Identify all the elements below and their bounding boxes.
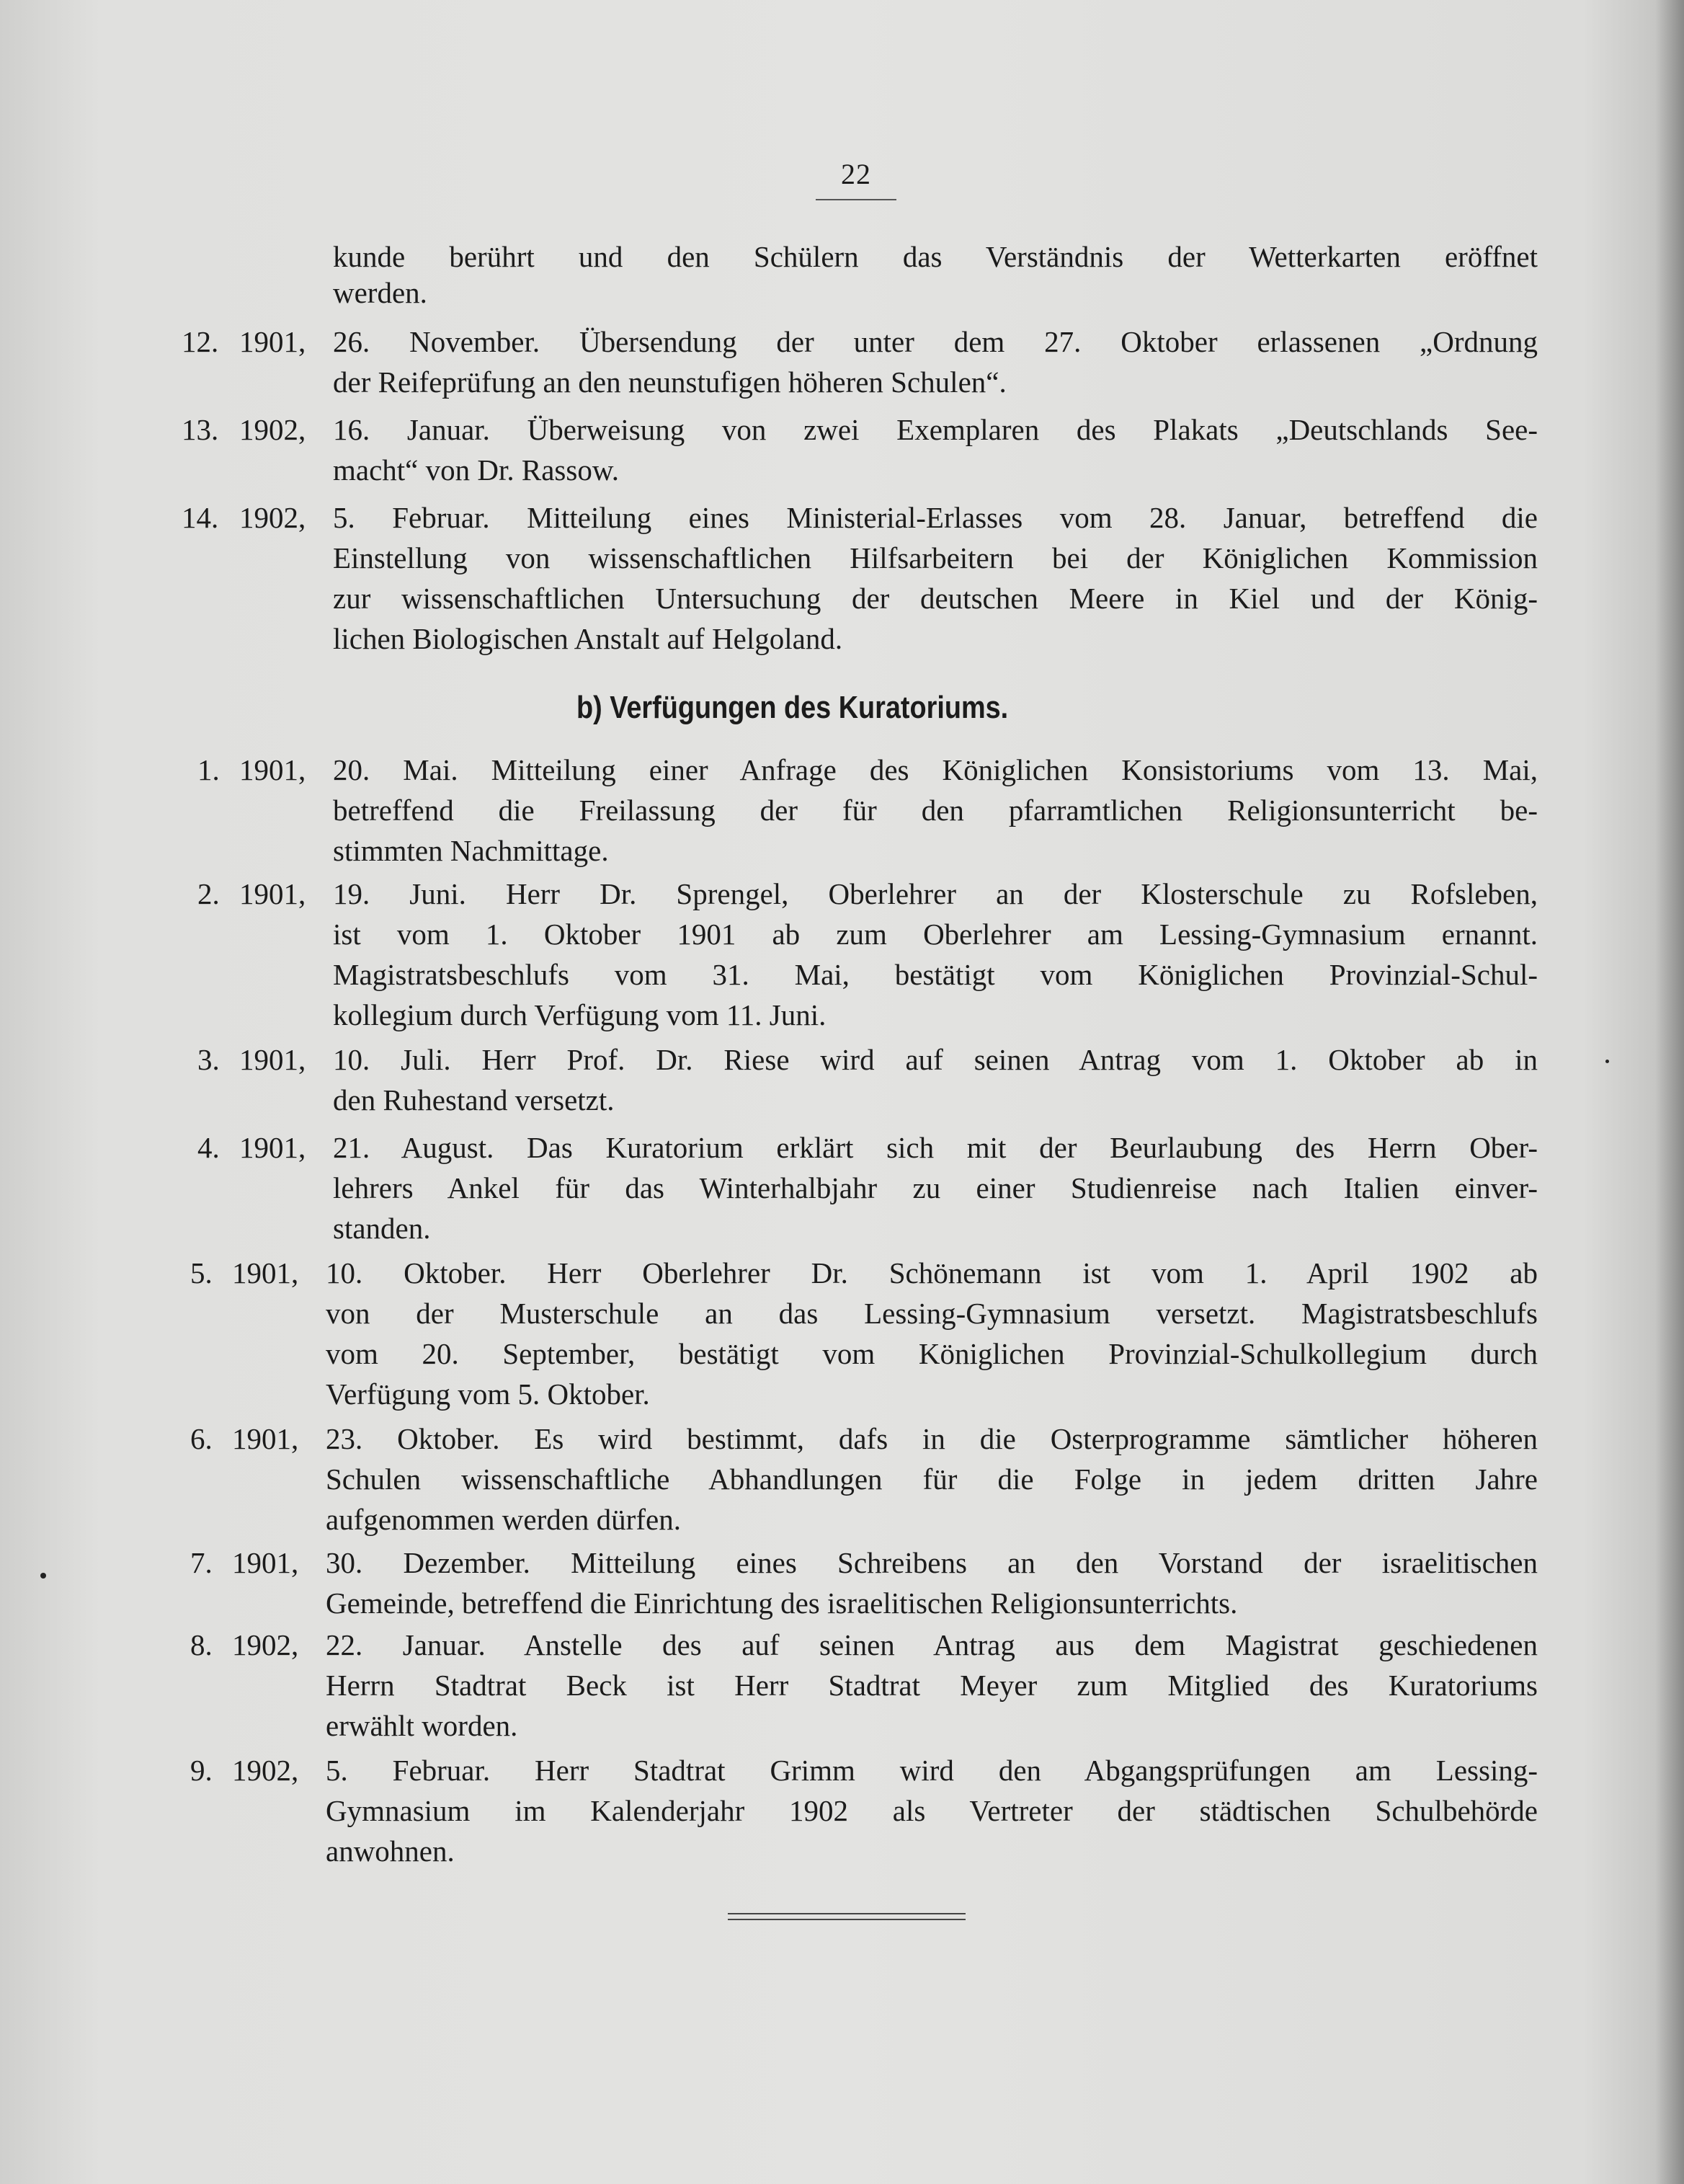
- text-line: Einstellung von wissenschaftlichen Hilfsarbeitern bei der Königlichen Kommission: [333, 541, 1538, 574]
- item-number: 6.: [190, 1422, 213, 1455]
- text-line: stimmten Nachmittage.: [333, 834, 609, 867]
- text-line: macht“ von Dr. Rassow.: [333, 453, 620, 487]
- item-year: 1901,: [232, 1422, 299, 1455]
- text-line: lehrers Ankel für das Winterhalbjahr zu einer Studienreise nach Italien einver-: [333, 1171, 1538, 1204]
- text-line: 5. Februar. Mitteilung eines Ministerial-Erlasses vom 28. Januar, betreffend die: [333, 501, 1538, 534]
- item-number: 12.: [182, 325, 219, 358]
- item-year: 1901,: [232, 1546, 299, 1579]
- item-number: 14.: [182, 501, 219, 534]
- text-line: 10. Juli. Herr Prof. Dr. Riese wird auf seinen Antrag vom 1. Oktober ab in: [333, 1043, 1538, 1076]
- item-number: 7.: [190, 1546, 213, 1579]
- text-line: Gymnasium im Kalenderjahr 1902 als Vertreter der städtischen Schulbehörde: [326, 1794, 1538, 1827]
- text-line: kunde berührt und den Schülern das Verständnis der Wetterkarten eröffnet: [333, 240, 1538, 273]
- text-line: erwählt worden.: [326, 1709, 518, 1742]
- item-year: 1902,: [232, 1628, 299, 1661]
- end-rule: [728, 1919, 966, 1920]
- item-number: 5.: [190, 1256, 213, 1289]
- text-line: 19. Juni. Herr Dr. Sprengel, Oberlehrer an der Klosterschule zu Rofsleben,: [333, 877, 1538, 910]
- section-heading: b) Verfügungen des Kuratoriums.: [576, 690, 1009, 725]
- text-line: Schulen wissenschaftliche Abhandlungen für die Folge in jedem dritten Jahre: [326, 1462, 1538, 1496]
- item-number: 1.: [197, 753, 220, 786]
- item-number: 9.: [190, 1754, 213, 1787]
- item-number: 2.: [197, 877, 220, 910]
- item-year: 1901,: [239, 1131, 306, 1164]
- text-line: werden.: [333, 276, 427, 309]
- text-line: betreffend die Freilassung der für den pfarramtlichen Religionsunterricht be-: [333, 794, 1538, 827]
- text-line: 23. Oktober. Es wird bestimmt, dafs in die Osterprogramme sämtlicher höheren: [326, 1422, 1538, 1455]
- end-rule: [728, 1913, 966, 1914]
- text-line: 10. Oktober. Herr Oberlehrer Dr. Schönemann ist vom 1. April 1902 ab: [326, 1256, 1538, 1289]
- item-year: 1901,: [239, 325, 306, 358]
- text-line: standen.: [333, 1212, 431, 1245]
- text-line: anwohnen.: [326, 1834, 455, 1868]
- text-line: von der Musterschule an das Lessing-Gymnasium versetzt. Magistratsbeschlufs: [326, 1297, 1538, 1330]
- item-number: 3.: [197, 1043, 220, 1076]
- text-line: 30. Dezember. Mitteilung eines Schreibens an den Vorstand der israelitischen: [326, 1546, 1538, 1579]
- page-number: 22: [841, 158, 871, 190]
- item-year: 1902,: [232, 1754, 299, 1787]
- item-number: 13.: [182, 413, 219, 446]
- text-line: 5. Februar. Herr Stadtrat Grimm wird den Abgangsprüfungen am Lessing-: [326, 1754, 1538, 1787]
- text-line: der Reifeprüfung an den neunstufigen höheren Schulen“.: [333, 365, 1007, 399]
- scan-speck: [1605, 1060, 1609, 1063]
- text-line: 26. November. Übersendung der unter dem 27. Oktober erlassenen „Ordnung: [333, 325, 1538, 358]
- item-year: 1902,: [239, 413, 306, 446]
- text-line: Magistratsbeschlufs vom 31. Mai, bestätigt vom Königlichen Provinzial-Schul-: [333, 958, 1538, 991]
- text-line: 16. Januar. Überweisung von zwei Exemplaren des Plakats „Deutschlands See-: [333, 413, 1538, 446]
- item-year: 1902,: [239, 501, 306, 534]
- text-line: kollegium durch Verfügung vom 11. Juni.: [333, 998, 827, 1031]
- item-year: 1901,: [239, 753, 306, 786]
- page-number-rule: [816, 199, 896, 200]
- scan-speck: [40, 1573, 46, 1579]
- text-line: Gemeinde, betreffend die Einrichtung des israelitischen Religionsunterrichts.: [326, 1586, 1238, 1620]
- text-line: 22. Januar. Anstelle des auf seinen Antrag aus dem Magistrat geschiedenen: [326, 1628, 1538, 1661]
- text-line: lichen Biologischen Anstalt auf Helgoland.: [333, 622, 843, 655]
- item-year: 1901,: [232, 1256, 299, 1289]
- item-year: 1901,: [239, 1043, 306, 1076]
- text-line: zur wissenschaftlichen Untersuchung der deutschen Meere in Kiel und der König-: [333, 582, 1538, 615]
- text-line: Herrn Stadtrat Beck ist Herr Stadtrat Meyer zum Mitglied des Kuratoriums: [326, 1669, 1538, 1702]
- text-line: vom 20. September, bestätigt vom Königlichen Provinzial-Schulkollegium durch: [326, 1337, 1538, 1370]
- text-line: 20. Mai. Mitteilung einer Anfrage des Königlichen Konsistoriums vom 13. Mai,: [333, 753, 1538, 786]
- item-number: 8.: [190, 1628, 213, 1661]
- item-number: 4.: [197, 1131, 220, 1164]
- text-line: den Ruhestand versetzt.: [333, 1083, 615, 1117]
- item-year: 1901,: [239, 877, 306, 910]
- text-line: Verfügung vom 5. Oktober.: [326, 1377, 650, 1411]
- page-edge-shadow: [1655, 0, 1684, 2184]
- text-line: ist vom 1. Oktober 1901 ab zum Oberlehrer am Lessing-Gymnasium ernannt.: [333, 918, 1538, 951]
- text-line: aufgenommen werden dürfen.: [326, 1503, 681, 1536]
- text-line: 21. August. Das Kuratorium erklärt sich mit der Beurlaubung des Herrn Ober-: [333, 1131, 1538, 1164]
